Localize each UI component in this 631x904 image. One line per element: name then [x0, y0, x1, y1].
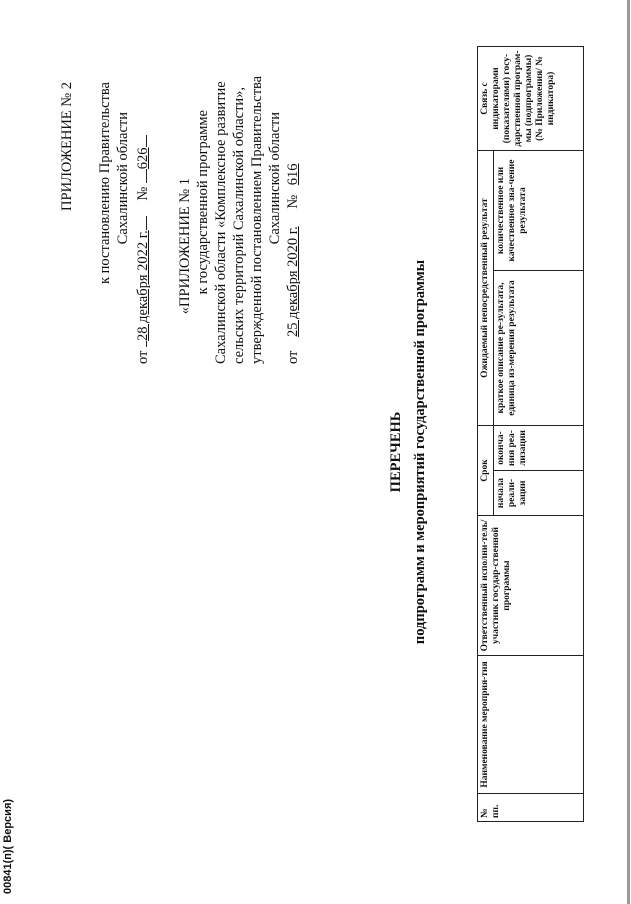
appendix-number: 626 [135, 147, 151, 170]
appendix-from-label: от [135, 350, 151, 364]
appendix-line-1: к постановлению Правительства [97, 82, 113, 284]
table-header-row-1 [478, 47, 494, 822]
header-expected-result: Ожидаемый непосредственный результат [478, 151, 494, 426]
appendix-num-label: № [135, 186, 151, 201]
orig-appendix-from-label: от [285, 350, 301, 364]
list-subtitle: подпрограмм и мероприятий государственной программы [412, 259, 428, 645]
orig-appendix-date: 25 декабря 2020 г. [285, 226, 301, 337]
header-num: № пп. [478, 794, 584, 822]
header-name: Наименование мероприя-тия [478, 656, 584, 794]
appendix-date-row [132, 64, 152, 364]
appendix-date: 28 декабря 2022 г. [135, 230, 151, 341]
appendix-line-2: Сахалинской области [115, 112, 131, 245]
orig-appendix-line-2: Сахалинской области «Комплексное развитие [213, 81, 229, 364]
orig-appendix-line-5: Сахалинской области [267, 112, 283, 245]
orig-appendix-date-row [284, 64, 302, 364]
orig-appendix-number: 616 [285, 163, 301, 186]
orig-appendix-line-4: утвержденной постановлением Правительства [249, 75, 265, 364]
header-indicator-link: Связь с индикаторами (показателями) госу-дарственной програм-мы (подпрограммы) (№ Приложения/ № индикатора) [478, 47, 584, 151]
document-code: 00841(п)( Версия) [2, 798, 14, 894]
list-title: ПЕРЕЧЕНЬ [388, 411, 404, 493]
header-term: Срок [478, 426, 494, 516]
orig-appendix-line-1: к государственной программе [195, 110, 211, 295]
header-responsible: Ответственный исполни-тель/участник государ-ственной программы [478, 516, 584, 656]
header-end: оконча-ния реа-лизации [494, 426, 584, 471]
header-result-quantity: количественное или качественное зна-чение результата [494, 151, 584, 271]
header-result-short: краткое описание ре-зультата, единица из-мерения результата [494, 271, 584, 426]
header-start: начала реали-зации [494, 471, 584, 516]
orig-appendix-line-3: сельских территорий Сахалинской области», [231, 86, 247, 364]
appendix-title: ПРИЛОЖЕНИЕ № 2 [59, 82, 75, 211]
programs-table [477, 46, 584, 822]
orig-appendix-num-label: № [285, 194, 301, 209]
scan-edge [627, 0, 630, 904]
orig-appendix-title: «ПРИЛОЖЕНИЕ № 1 [177, 178, 193, 315]
